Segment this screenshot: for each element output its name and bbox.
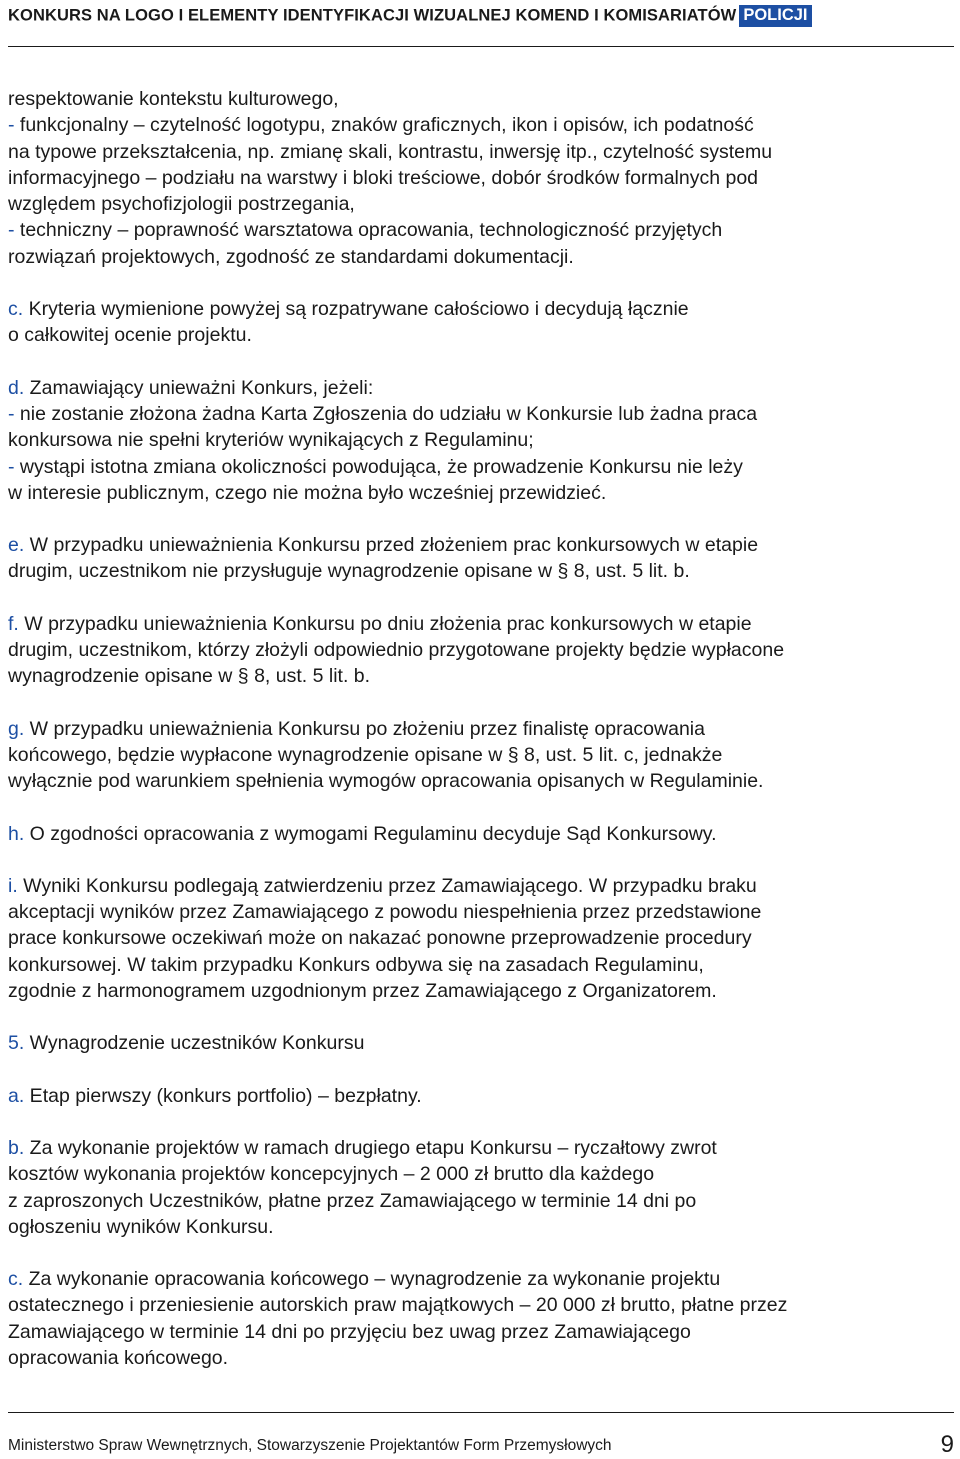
line-text: względem psychofizjologii postrzegania, — [8, 193, 355, 216]
line-text: Zamawiającego w terminie 14 dni po przyjęciu bez uwag przez Zamawiającego — [8, 1320, 691, 1343]
list-marker: a. — [8, 1084, 25, 1107]
line-text: drugim, uczestnikom nie przysługuje wynagrodzenie opisane w § 8, ust. 5 lit. b. — [8, 560, 690, 583]
text-line — [8, 401, 953, 427]
line-text: Wynagrodzenie uczestników Konkursu — [24, 1032, 365, 1055]
text-line — [8, 742, 953, 768]
text-line — [8, 952, 953, 978]
text-line — [8, 925, 953, 951]
text-line — [8, 139, 953, 165]
list-marker: - — [8, 114, 15, 137]
list-marker: - — [8, 402, 15, 425]
line-text: ogłoszeniu wyników Konkursu. — [8, 1215, 274, 1238]
line-text: wynagrodzenie opisane w § 8, ust. 5 lit. b. — [8, 665, 371, 688]
line-text: respektowanie kontekstu kulturowego, — [8, 88, 339, 110]
text-line — [8, 1345, 953, 1371]
line-text: z zaproszonych Uczestników, płatne przez Zamawiającego w terminie 14 dni po — [8, 1189, 697, 1212]
header-rule — [8, 46, 954, 47]
text-line — [8, 637, 953, 663]
text-line — [8, 558, 953, 584]
line-text: kosztów wykonania projektów koncepcyjnych – 2 000 zł brutto dla każdego — [8, 1163, 655, 1186]
line-text: O zgodności opracowania z wymogami Regulaminu decyduje Sąd Konkursowy. — [24, 822, 717, 845]
line-text: W przypadku unieważnienia Konkursu po złożeniu przez finalistę opracowania — [24, 717, 705, 740]
list-marker: d. — [8, 376, 25, 399]
line-text: na typowe przekształcenia, np. zmianę skali, kontrastu, inwersję itp., czytelność systemu — [8, 140, 773, 163]
list-marker: b. — [8, 1136, 25, 1159]
footer-rule — [8, 1412, 954, 1413]
text-line — [8, 716, 953, 742]
paragraph — [8, 873, 953, 1004]
text-line — [8, 427, 953, 453]
line-text: konkursowa nie spełni kryteriów wynikających z Regulaminu; — [8, 429, 534, 452]
text-line — [8, 1188, 953, 1214]
paragraph — [8, 1135, 953, 1240]
line-text: ostatecznego i przeniesienie autorskich praw majątkowych – 20 000 zł brutto, płatne przez — [8, 1294, 788, 1317]
line-text: Zamawiający unieważni Konkurs, jeżeli: — [24, 376, 374, 399]
paragraph — [8, 532, 953, 585]
text-line — [8, 86, 953, 112]
line-text: Za wykonanie projektów w ramach drugiego etapu Konkursu – ryczałtowy zwrot — [24, 1136, 717, 1159]
text-line — [8, 768, 953, 794]
footer-text: Ministerstwo Spraw Wewnętrznych, Stowarzyszenie Projektantów Form Przemysłowych — [8, 1437, 612, 1454]
text-line — [8, 454, 953, 480]
text-line — [8, 1292, 953, 1318]
list-marker: f. — [8, 612, 19, 635]
line-text: końcowego, będzie wypłacone wynagrodzenie opisane w § 8, ust. 5 lit. c, jednakże — [8, 743, 723, 766]
line-text: wystąpi istotna zmiana okoliczności powodująca, że prowadzenie Konkursu nie leży — [14, 455, 743, 478]
text-line — [8, 1135, 953, 1161]
header-title: KONKURS NA LOGO I ELEMENTY IDENTYFIKACJI WIZUALNEJ KOMEND I KOMISARIATÓW — [8, 6, 737, 25]
paragraph — [8, 296, 953, 349]
paragraph — [8, 716, 953, 795]
list-marker: c. — [8, 1268, 24, 1291]
list-marker: - — [8, 455, 15, 478]
text-line — [8, 532, 953, 558]
text-line — [8, 217, 953, 243]
list-marker: e. — [8, 534, 25, 557]
text-line — [8, 1319, 953, 1345]
text-line — [8, 611, 953, 637]
line-text: Kryteria wymienione powyżej są rozpatrywane całościowo i decydują łącznie — [23, 298, 689, 321]
text-line — [8, 191, 953, 217]
text-line — [8, 1161, 953, 1187]
text-line — [8, 165, 953, 191]
list-marker: - — [8, 219, 15, 242]
line-text: wyłącznie pod warunkiem spełnienia wymogów opracowania opisanych w Regulaminie. — [8, 770, 764, 793]
line-text: Wyniki Konkursu podlegają zatwierdzeniu przez Zamawiającego. W przypadku braku — [17, 874, 757, 897]
line-text: Za wykonanie opracowania końcowego – wynagrodzenie za wykonanie projektu — [23, 1268, 721, 1291]
line-text: nie zostanie złożona żadna Karta Zgłoszenia do udziału w Konkursie lub żadna praca — [14, 402, 758, 425]
line-text: W przypadku unieważnienia Konkursu przed złożeniem prac konkursowych w etapie — [24, 534, 759, 557]
paragraph — [8, 1266, 953, 1371]
text-line — [8, 1266, 953, 1292]
text-line — [8, 1030, 953, 1056]
line-text: rozwiązań projektowych, zgodność ze standardami dokumentacji. — [8, 245, 574, 268]
line-text: w interesie publicznym, czego nie można było wcześniej przewidzieć. — [8, 481, 607, 504]
document-body — [8, 86, 953, 1397]
list-marker: g. — [8, 717, 25, 740]
list-marker: c. — [8, 298, 24, 321]
paragraph — [8, 375, 953, 506]
line-text: techniczny – poprawność warsztatowa opracowania, technologiczność przyjętych — [14, 219, 723, 242]
text-line — [8, 899, 953, 925]
line-text: Etap pierwszy (konkurs portfolio) – bezpłatny. — [24, 1084, 422, 1107]
text-line — [8, 112, 953, 138]
text-line — [8, 663, 953, 689]
list-marker: 5. — [8, 1032, 25, 1055]
text-line — [8, 322, 953, 348]
line-text: W przypadku unieważnienia Konkursu po dniu złożenia prac konkursowych w etapie — [18, 612, 752, 635]
line-text: funkcjonalny – czytelność logotypu, znaków graficznych, ikon i opisów, ich podatność — [14, 114, 754, 137]
line-text: akceptacji wyników przez Zamawiającego z powodu niespełnienia przez przedstawione — [8, 901, 762, 924]
line-text: zgodnie z harmonogramem uzgodnionym przez Zamawiającego z Organizatorem. — [8, 980, 717, 1003]
text-line — [8, 296, 953, 322]
text-line — [8, 821, 953, 847]
text-line — [8, 375, 953, 401]
page-header — [8, 5, 954, 29]
text-line — [8, 244, 953, 270]
text-line — [8, 873, 953, 899]
line-text: o całkowitej ocenie projektu. — [8, 324, 252, 347]
text-line — [8, 978, 953, 1004]
line-text: opracowania końcowego. — [8, 1346, 229, 1369]
paragraph — [8, 1083, 953, 1109]
paragraph — [8, 86, 953, 270]
paragraph — [8, 611, 953, 690]
list-marker: i. — [8, 874, 18, 897]
text-line — [8, 1083, 953, 1109]
line-text: prace konkursowe oczekiwań może on nakazać ponowne przeprowadzenie procedury — [8, 927, 752, 950]
text-line — [8, 480, 953, 506]
paragraph — [8, 821, 953, 847]
list-marker: h. — [8, 822, 25, 845]
paragraph — [8, 1030, 953, 1056]
line-text: informacyjnego – podziału na warstwy i bloki treściowe, dobór środków formalnych pod — [8, 166, 759, 189]
text-line — [8, 1214, 953, 1240]
line-text: konkursowej. W takim przypadku Konkurs odbywa się na zasadach Regulaminu, — [8, 953, 704, 976]
line-text: drugim, uczestnikom, którzy złożyli odpowiednio przygotowane projekty będzie wypłacone — [8, 639, 785, 662]
header-badge: POLICJI — [739, 5, 811, 27]
page-number: 9 — [940, 1431, 954, 1458]
